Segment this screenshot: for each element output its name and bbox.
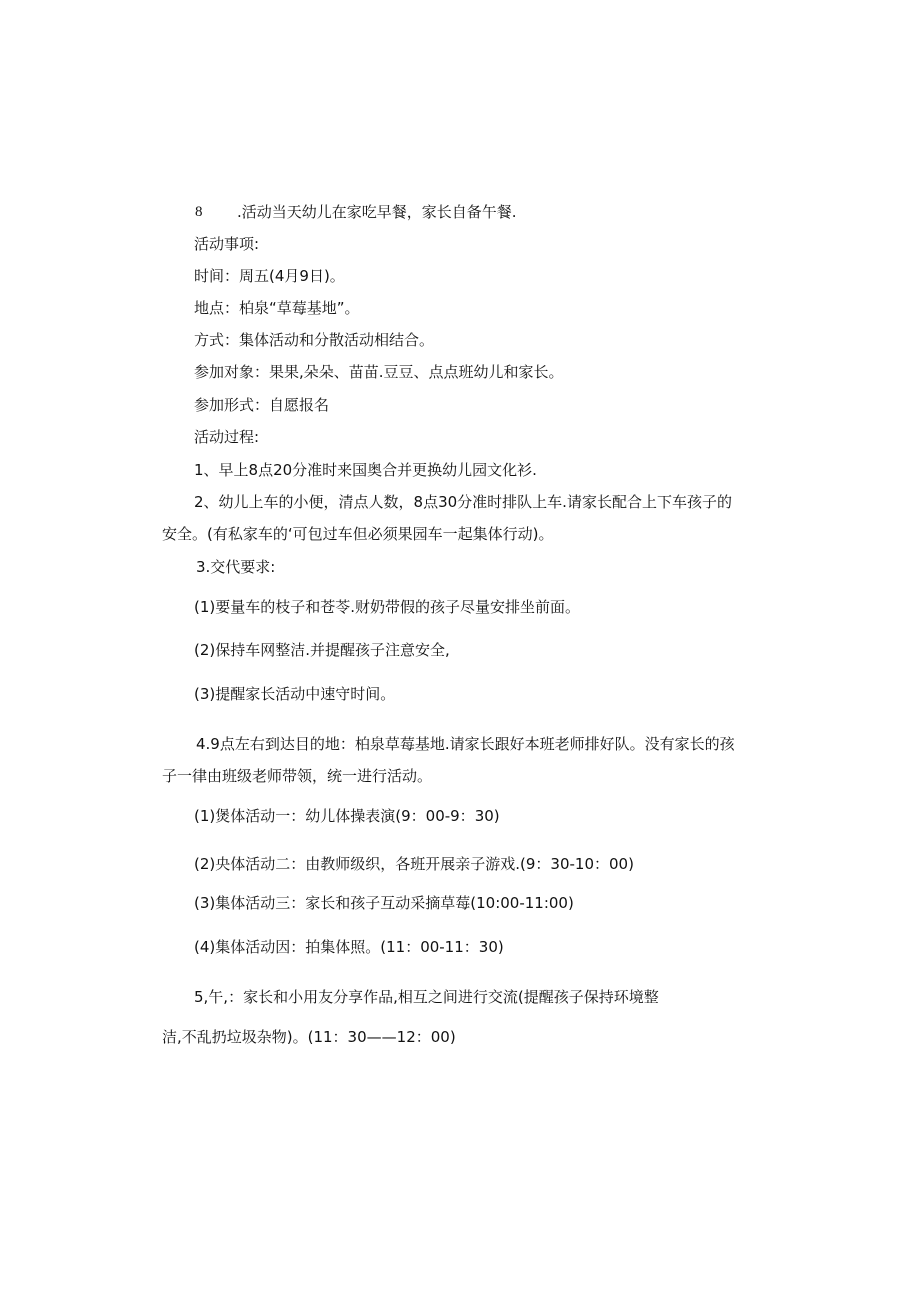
participation-form: 参加形式：自愿报名 bbox=[194, 396, 330, 414]
group-activity-4: (4)集体活动因：拍集体照。(11：00-11：30) bbox=[194, 938, 504, 956]
process-step-3: 3.交代要求: bbox=[196, 558, 276, 576]
requirement-2: (2)保持车网整洁.并提醒孩子注意安全, bbox=[194, 641, 450, 659]
requirement-1: (1)要量车的枝子和苍苓.财奶带假的孩子尽量安排坐前面。 bbox=[194, 598, 581, 616]
item-number: 8 bbox=[195, 204, 203, 220]
heading-activity-process: 活动过程: bbox=[194, 428, 260, 446]
process-step-5-cont: 洁,不乱扔垃圾杂物)。(11：30——12：00) bbox=[162, 1028, 456, 1046]
process-step-2: 2、幼儿上车的小便，清点人数，8点30分准时排队上车.请家长配合上下车孩子的 bbox=[194, 493, 732, 511]
process-step-5: 5,午,：家长和小用友分享作品,相互之间进行交流(提醒孩子保持环境整 bbox=[194, 988, 659, 1006]
group-activity-1: (1)煲体活动一：幼儿体操表演(9：00-9：30) bbox=[194, 807, 500, 825]
group-activity-2: (2)央体活动二：由教师级织，各班开展亲子游戏.(9：30-10：00) bbox=[194, 855, 634, 873]
group-activity-3: (3)集体活动三：家长和孩子互动采摘草莓(10:00-11:00) bbox=[194, 894, 574, 912]
participants: 参加对象：果果,朵朵、苗苗.豆豆、点点班幼儿和家长。 bbox=[194, 363, 564, 381]
process-step-1: 1、早上8点20分准时来国奥合并更换幼儿园文化衫. bbox=[194, 461, 537, 479]
process-step-4: 4.9点左右到达目的地：柏泉草莓基地.请家长跟好本班老师排好队。没有家长的孩 bbox=[196, 735, 735, 753]
heading-activity-items: 活动事项: bbox=[194, 235, 260, 253]
process-step-2-cont: 安全。(有私家车的‘可包过车但必须果园车一起集体行动)。 bbox=[162, 525, 554, 543]
breakfast-note: .活动当天幼儿在家吃早餐，家长自备午餐. bbox=[237, 203, 517, 221]
requirement-3: (3)提醒家长活动中速守时间。 bbox=[194, 685, 396, 703]
activity-time: 时间：周五(4月9日)。 bbox=[194, 267, 345, 285]
activity-location: 地点：柏泉“草莓基地”。 bbox=[194, 299, 360, 317]
process-step-4-cont: 子一律由班级老师带领，统一进行活动。 bbox=[162, 767, 433, 785]
activity-method: 方式：集体活动和分散活动相结合。 bbox=[194, 331, 435, 349]
